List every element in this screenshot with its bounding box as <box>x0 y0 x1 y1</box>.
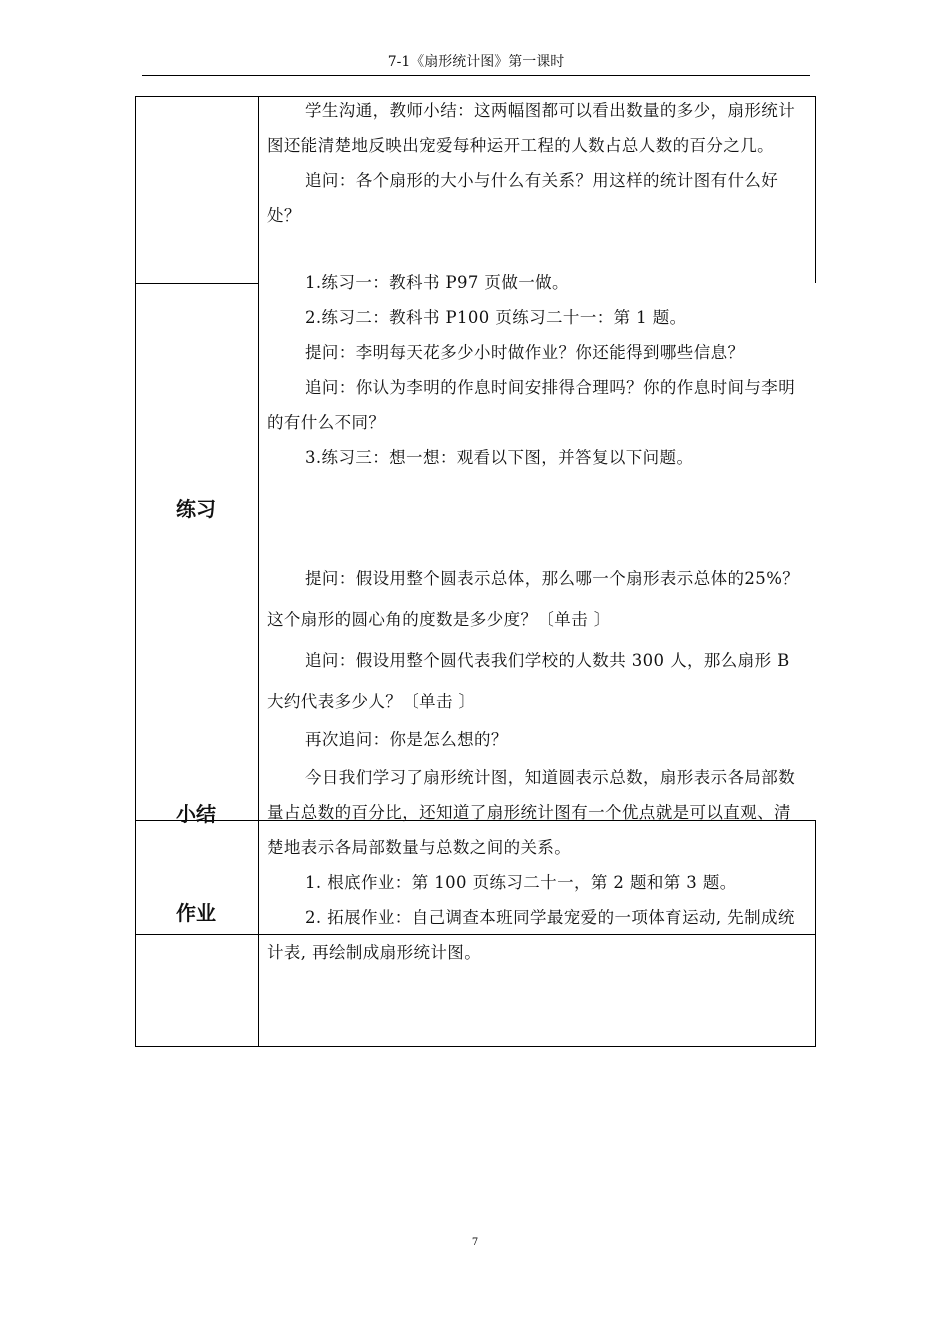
header-rule <box>142 75 810 76</box>
column-divider <box>258 96 259 1047</box>
paragraph-follow-up-liming: 追问：你认为李明的作息时间安排得合理吗？你的作息时间与李明的有什么不同？ <box>267 378 796 432</box>
table-right-border-bottom <box>815 820 816 1047</box>
section-label-homework: 作业 <box>176 901 216 925</box>
table-bottom-border <box>135 1046 816 1047</box>
paragraph-summary: 今日我们学习了扇形统计图，知道圆表示总数，扇形表示各局部数量占总数的百分比，还知道了扇形统计图有一个优点就是可以直观、清楚地表示各局部数量与总数之间的关系。 <box>267 768 796 857</box>
paragraph-homework-extended: 2. 拓展作业：自己调查本班同学最宠爱的一项体育运动, 先制成统计表, 再绘制成扇形统计图。 <box>267 908 795 962</box>
paragraph-exercise-3: 3.练习三：想一想：观看以下图，并答复以下问题。 <box>305 448 694 467</box>
paragraph-question-sector-b: 追问：假设用整个圆代表我们学校的人数共 300 人，那么扇形 B 大约代表多少人？〔单击 〕 <box>267 651 790 711</box>
paragraph-question-liming: 提问：李明每天花多少小时做作业？你还能得到哪些信息？ <box>305 343 745 362</box>
paragraph-question-25-percent: 提问：假设用整个圆表示总体，那么哪一个扇形表示总体的25%？这个扇形的圆心角的度数是多少度？〔单击 〕 <box>267 569 800 629</box>
paragraph-exercise-2: 2.练习二：教科书 P100 页练习二十一：第 1 题。 <box>305 308 687 327</box>
section-label-exercise: 练习 <box>176 497 216 521</box>
content-block-questions <box>267 558 807 757</box>
content-block-exercises <box>267 265 807 475</box>
row-divider-1-left <box>135 283 258 284</box>
content-block-summary <box>267 760 807 970</box>
header-title: 7-1《扇形统计图》第一课时 <box>387 54 565 70</box>
paragraph-teacher-summary: 学生沟通，教师小结：这两幅图都可以看出数量的多少，扇形统计图还能清楚地反映出宠爱每种运开工程的人数占总人数的百分之几。 <box>267 101 796 155</box>
section-label-summary: 小结 <box>176 802 216 826</box>
paragraph-homework-basic: 1. 根底作业：第 100 页练习二十一，第 2 题和第 3 题。 <box>305 873 737 892</box>
paragraph-exercise-1: 1.练习一：教科书 P97 页做一做。 <box>305 273 569 292</box>
table-right-border-top <box>815 96 816 283</box>
paragraph-follow-up: 追问：各个扇形的大小与什么有关系？用这样的统计图有什么好处？ <box>267 171 779 225</box>
content-block-discussion <box>267 93 807 233</box>
page-number: 7 <box>471 1237 479 1248</box>
paragraph-question-how: 再次追问：你是怎么想的？ <box>305 730 508 749</box>
